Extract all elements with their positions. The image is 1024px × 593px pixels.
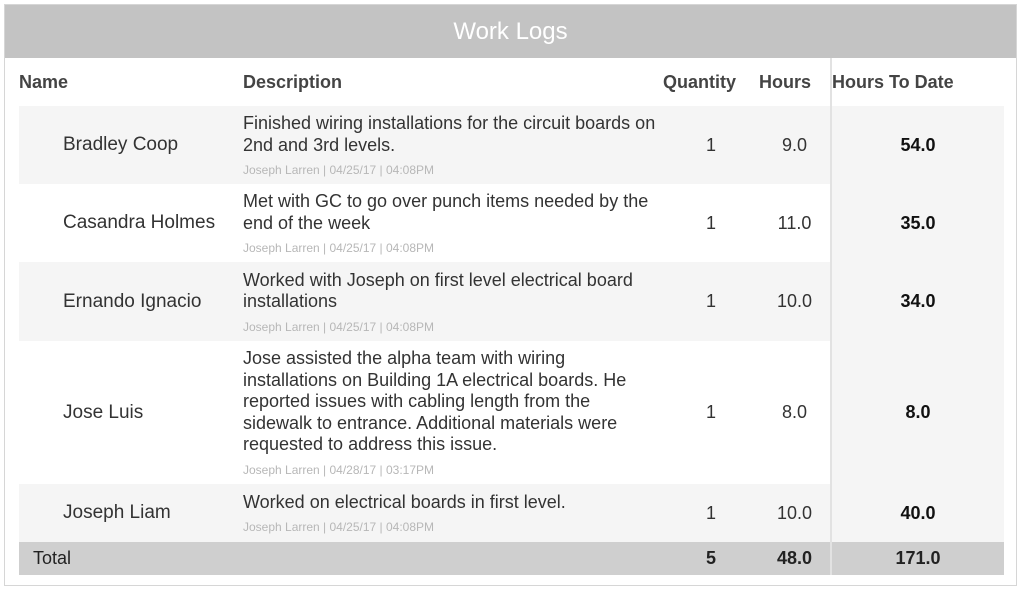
- work-logs-panel: [4, 4, 1017, 586]
- row-meta: Joseph Larren | 04/25/17 | 04:08PM: [243, 520, 435, 535]
- row-quantity: 1: [663, 106, 759, 184]
- row-name: Jose Luis: [19, 341, 243, 484]
- row-description: Met with GC to go over punch items needed by the end of the week: [243, 191, 649, 233]
- row-meta: Joseph Larren | 04/25/17 | 04:08PM: [243, 319, 435, 334]
- total-label: Total: [19, 542, 243, 575]
- row-name: Joseph Liam: [19, 484, 243, 542]
- row-name: Bradley Coop: [19, 106, 243, 184]
- table-row[interactable]: [19, 184, 1004, 262]
- row-hours: 9.0: [759, 106, 831, 184]
- row-description-cell: [243, 106, 663, 184]
- panel-title: Work Logs: [5, 5, 1016, 58]
- row-description: Worked with Joseph on first level electrical board installations: [243, 269, 633, 311]
- column-header-hours-to-date[interactable]: Hours To Date: [831, 58, 1004, 106]
- row-meta: Joseph Larren | 04/25/17 | 04:08PM: [243, 163, 435, 177]
- total-hours: 48.0: [759, 542, 831, 575]
- row-description: Jose assisted the alpha team with wiring installations on Building 1A electrical boards. He reported issues with cabling length from the sidewalk to entrance. Additional materials were requested to address this issue.: [243, 348, 627, 455]
- row-hours: 10.0: [759, 262, 831, 341]
- row-description-cell: [243, 262, 663, 341]
- column-header-description[interactable]: Description: [243, 71, 343, 92]
- row-name: Casandra Holmes: [19, 184, 243, 262]
- column-header-hours[interactable]: Hours: [759, 71, 812, 92]
- row-hours-to-date: 8.0: [831, 341, 1004, 484]
- row-name: Ernando Ignacio: [19, 262, 243, 341]
- total-row: [19, 542, 1004, 575]
- table-row[interactable]: [19, 262, 1004, 341]
- row-hours: 10.0: [759, 484, 831, 542]
- row-description-cell: [243, 184, 663, 262]
- row-hours: 11.0: [759, 184, 831, 262]
- row-hours-to-date: 54.0: [831, 106, 1004, 184]
- row-meta: Joseph Larren | 04/28/17 | 03:17PM: [243, 462, 435, 477]
- row-description-cell: [243, 341, 663, 484]
- row-meta: Joseph Larren | 04/25/17 | 04:08PM: [243, 241, 435, 255]
- row-quantity: 1: [663, 262, 759, 341]
- column-header-name[interactable]: Name: [19, 71, 69, 92]
- row-hours-to-date: 34.0: [831, 262, 1004, 341]
- row-quantity: 1: [663, 341, 759, 484]
- row-quantity: 1: [663, 484, 759, 542]
- total-hours-to-date: 171.0: [831, 542, 1004, 575]
- table-row[interactable]: [19, 106, 1004, 184]
- row-description: Worked on electrical boards in first level.: [243, 491, 566, 512]
- table-row[interactable]: [19, 484, 1004, 542]
- column-header-quantity[interactable]: Quantity: [663, 71, 737, 92]
- row-hours: 8.0: [759, 341, 831, 484]
- row-description-cell: [243, 484, 663, 542]
- total-description-empty: [243, 542, 663, 575]
- row-hours-to-date: 35.0: [831, 184, 1004, 262]
- row-description: Finished wiring installations for the circuit boards on 2nd and 3rd levels.: [243, 113, 656, 155]
- table-header-row: [19, 58, 1004, 106]
- total-quantity: 5: [663, 542, 759, 575]
- work-logs-table: [19, 58, 1004, 575]
- row-hours-to-date: 40.0: [831, 484, 1004, 542]
- row-quantity: 1: [663, 184, 759, 262]
- table-row[interactable]: [19, 341, 1004, 484]
